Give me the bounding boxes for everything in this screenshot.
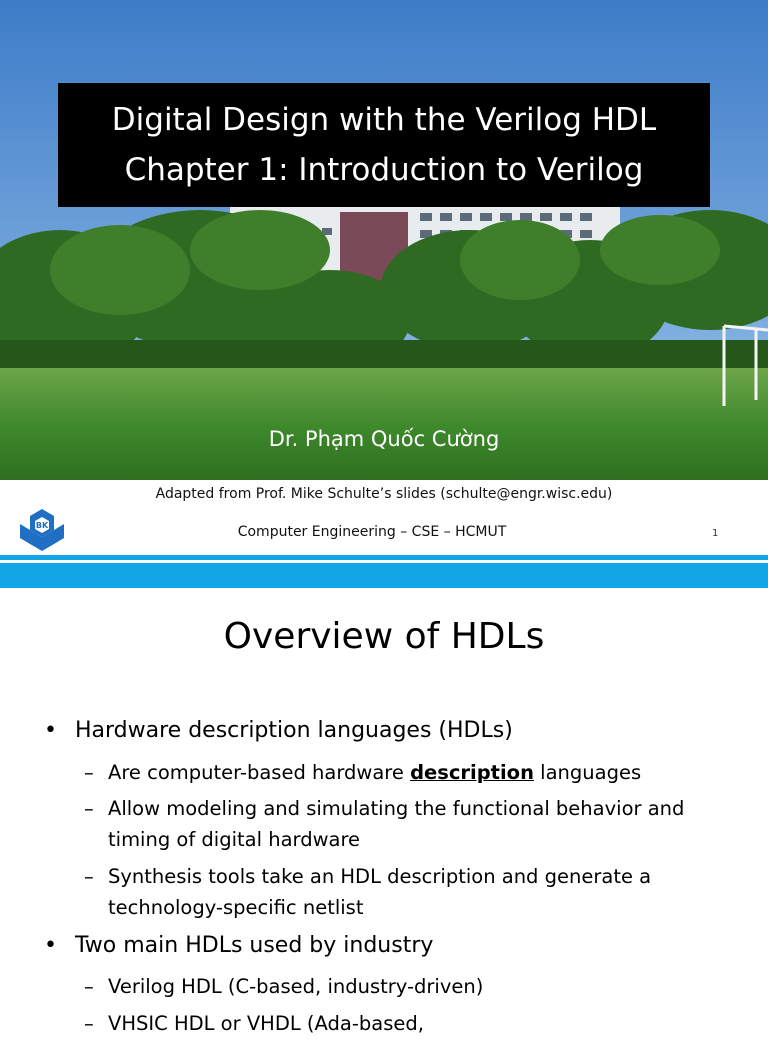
sub-bullet-text: VHSIC HDL or VHDL (Ada-based, — [108, 1012, 424, 1035]
text-part: languages — [533, 761, 642, 784]
accent-bar-thin — [0, 555, 768, 560]
sub-bullet-line-2: timing of digital hardware — [108, 828, 361, 851]
footer-text: Computer Engineering – CSE – HCMUT — [237, 524, 507, 540]
title-line-1: Digital Design with the Verilog HDL — [111, 102, 657, 138]
emphasized-word: description — [410, 761, 534, 784]
dash-symbol: – — [84, 797, 94, 820]
logo-text: BK — [35, 521, 49, 530]
dash-symbol: – — [84, 975, 94, 998]
accent-bar — [0, 563, 768, 588]
text-part: Are computer-based hardware — [108, 761, 411, 784]
title-line-2: Chapter 1: Introduction to Verilog — [124, 152, 644, 188]
author-name: Dr. Phạm Quốc Cường — [268, 427, 500, 451]
overview-slide — [0, 588, 768, 1035]
bullet-symbol: • — [44, 933, 57, 958]
title-box — [58, 83, 710, 207]
sub-bullet-line-2: technology-specific netlist — [108, 896, 364, 919]
sub-bullet-text: Verilog HDL (C-based, industry-driven) — [108, 975, 484, 998]
sub-bullet-line-1: Allow modeling and simulating the functional behavior and — [108, 797, 685, 820]
campus-photo — [0, 0, 768, 480]
dash-symbol: – — [84, 865, 94, 888]
slide-title: Overview of HDLs — [223, 616, 545, 657]
adapted-credit: Adapted from Prof. Mike Schulte’s slides (schulte@engr.wisc.edu) — [155, 486, 613, 502]
bullet-symbol: • — [44, 718, 57, 743]
sub-bullet-line-1: Synthesis tools take an HDL description and generate a — [108, 865, 652, 888]
dash-symbol: – — [84, 761, 94, 784]
bullet-text: Two main HDLs used by industry — [75, 933, 434, 958]
sub-bullet-text — [108, 757, 641, 788]
bullet-text: Hardware description languages (HDLs) — [75, 718, 513, 743]
page-number: 1 — [712, 528, 719, 539]
dash-symbol: – — [84, 1012, 94, 1035]
